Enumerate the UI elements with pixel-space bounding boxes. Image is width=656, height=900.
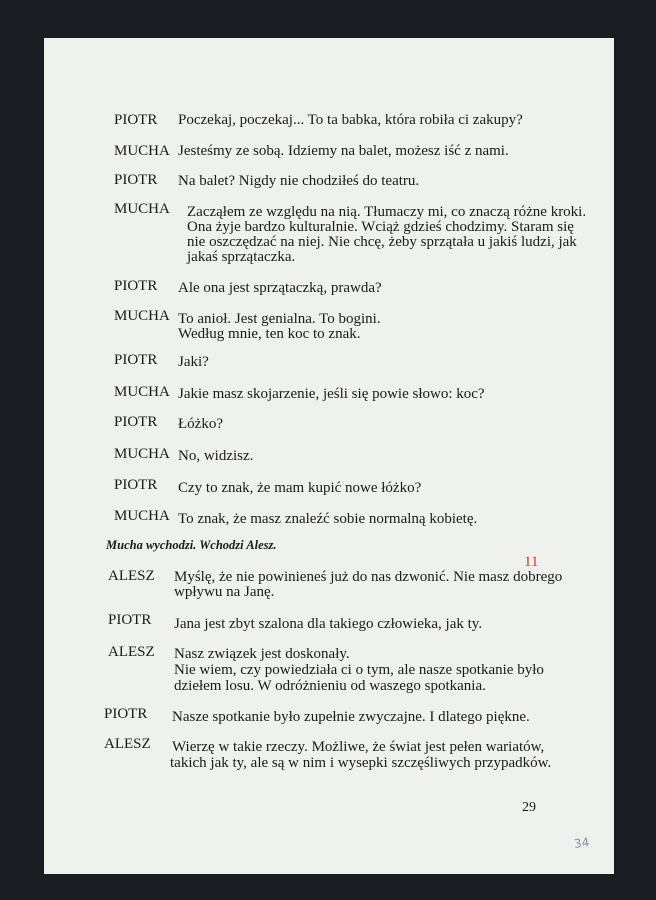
dialogue-line: Jesteśmy ze sobą. Idziemy na balet, możesz iść z nami. <box>178 143 509 159</box>
dialogue-line: Nie wiem, czy powiedziała ci o tym, ale nasze spotkanie było <box>174 662 544 678</box>
dialogue-line: Według mnie, ten koc to znak. <box>178 326 361 342</box>
speaker-label: MUCHA <box>114 446 170 462</box>
speaker-label: PIOTR <box>114 477 158 493</box>
dialogue-line: dziełem losu. W odróżnieniu od waszego spotkania. <box>174 678 486 694</box>
dialogue-line: Poczekaj, poczekaj... To ta babka, która robiła ci zakupy? <box>178 112 523 128</box>
dialogue-line: Ale ona jest sprzątaczką, prawda? <box>178 280 382 296</box>
script-page <box>44 38 614 874</box>
dialogue-line: Czy to znak, że mam kupić nowe łóżko? <box>178 480 422 496</box>
dialogue-line: Wierzę w takie rzeczy. Możliwe, że świat jest pełen wariatów, <box>172 739 545 755</box>
dialogue-line: Zacząłem ze względu na nią. Tłumaczy mi, co znaczą różne kroki. <box>187 204 587 220</box>
speaker-label: MUCHA <box>114 384 170 400</box>
dialogue-line: No, widzisz. <box>178 448 254 464</box>
dialogue-line: Na balet? Nigdy nie chodziłeś do teatru. <box>178 173 420 189</box>
speaker-label: PIOTR <box>114 172 158 188</box>
speaker-label: PIOTR <box>104 706 148 722</box>
dialogue-line: Jakie masz skojarzenie, jeśli się powie słowo: koc? <box>178 386 485 402</box>
scene-marker: 11 <box>524 554 539 570</box>
dialogue-line: Nasze spotkanie było zupełnie zwyczajne. I dlatego piękne. <box>172 709 530 725</box>
dialogue-line: takich jak ty, ale są w nim i wysepki szczęśliwych przypadków. <box>170 755 552 771</box>
speaker-label: MUCHA <box>114 508 170 524</box>
dialogue-line: To anioł. Jest genialna. To bogini. <box>178 311 381 327</box>
stage-direction: Mucha wychodzi. Wchodzi Alesz. <box>106 538 277 552</box>
pencil-note: 34 <box>573 835 591 851</box>
speaker-label: MUCHA <box>114 143 170 159</box>
dialogue-line: Łóżko? <box>178 416 223 432</box>
speaker-label: MUCHA <box>114 308 170 324</box>
speaker-label: ALESZ <box>108 568 155 584</box>
speaker-label: PIOTR <box>114 278 158 294</box>
dialogue-line: Jaki? <box>178 354 209 370</box>
speaker-label: MUCHA <box>114 201 170 217</box>
dialogue-line: To znak, że masz znaleźć sobie normalną kobietę. <box>178 511 478 527</box>
speaker-label: PIOTR <box>108 612 152 628</box>
speaker-label: ALESZ <box>104 736 151 752</box>
dialogue-line: Jana jest zbyt szalona dla takiego człowieka, jak ty. <box>174 616 483 632</box>
dialogue-line: jakaś sprzątaczka. <box>187 249 296 265</box>
dialogue-line: Nasz związek jest doskonały. <box>174 646 350 662</box>
speaker-label: PIOTR <box>114 112 158 128</box>
dialogue-line: Myślę, że nie powinieneś już do nas dzwonić. Nie masz dobrego <box>174 569 563 585</box>
dialogue-line: nie oszczędzać na niej. Nie chcę, żeby sprzątała u jakiś ludzi, jak <box>187 234 577 250</box>
speaker-label: PIOTR <box>114 414 158 430</box>
speaker-label: PIOTR <box>114 352 158 368</box>
dialogue-line: wpływu na Janę. <box>174 584 275 600</box>
speaker-label: ALESZ <box>108 644 155 660</box>
page-number: 29 <box>522 800 536 815</box>
dialogue-line: Ona żyje bardzo kulturalnie. Wciąż gdzieś chodzimy. Staram się <box>187 219 574 235</box>
